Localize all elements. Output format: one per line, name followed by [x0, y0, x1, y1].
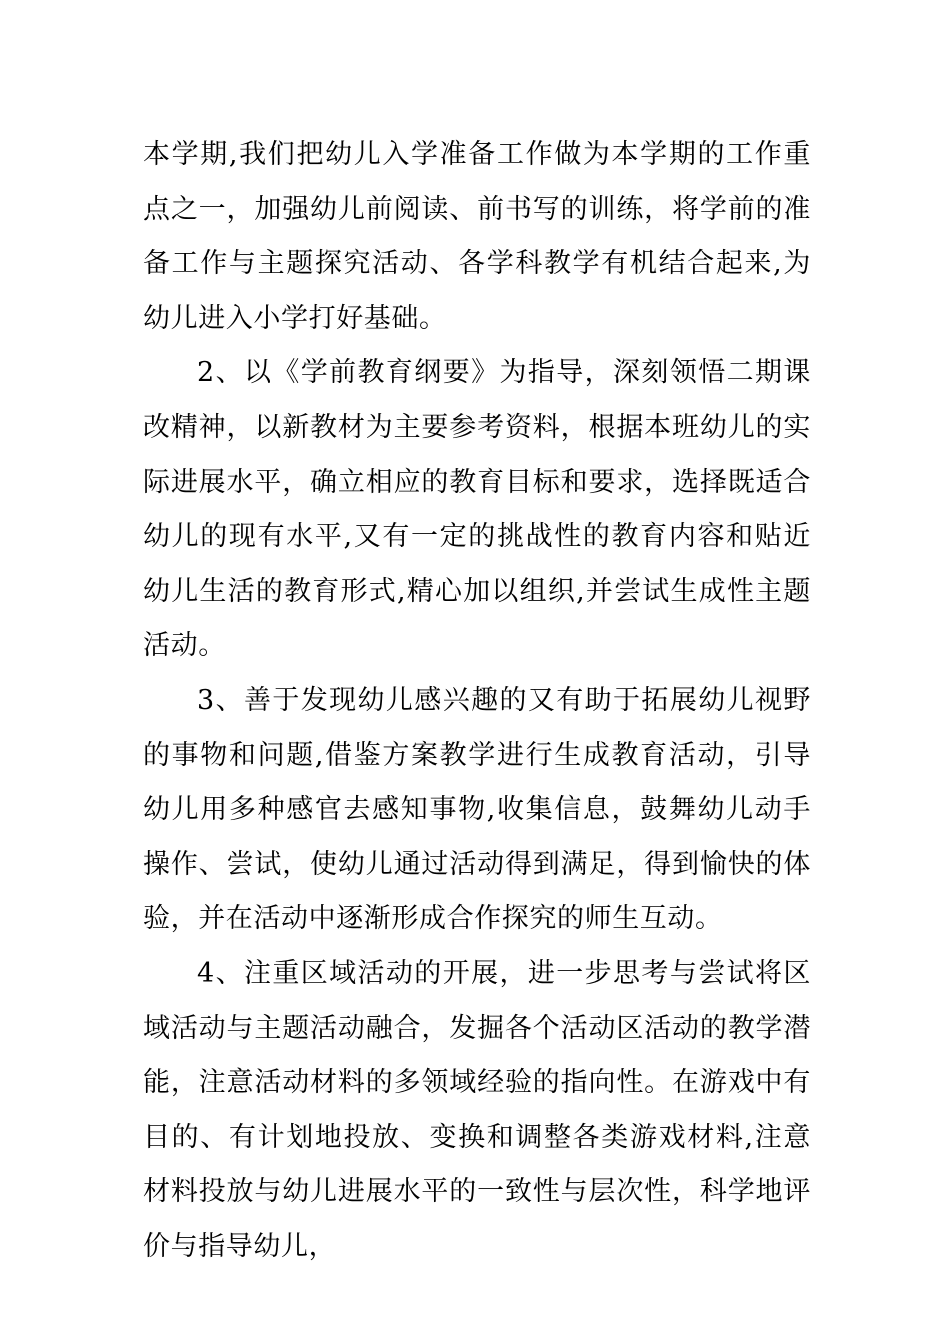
paragraph-3: 3、善于发现幼儿感兴趣的又有助于拓展幼儿视野的事物和问题,借鉴方案教学进行生成教育活动，引导幼儿用多种感官去感知事物,收集信息，鼓舞幼儿动手操作、尝试，使幼儿通过活动得到满足，得到愉快的体验，并在活动中逐渐形成合作探究的师生互动。: [143, 684, 811, 935]
paragraph-1: 本学期,我们把幼儿入学准备工作做为本学期的工作重点之一，加强幼儿前阅读、前书写的训练，将学前的准备工作与主题探究活动、各学科教学有机结合起来,为幼儿进入小学打好基础。: [143, 139, 811, 334]
document-body: [143, 128, 811, 1274]
paragraph-4: 4、注重区域活动的开展，进一步思考与尝试将区域活动与主题活动融合，发掘各个活动区活动的教学潜能，注意活动材料的多领域经验的指向性。在游戏中有目的、有计划地投放、变换和调整各类游戏材料,注意材料投放与幼儿进展水平的一致性与层次性，科学地评价与指导幼儿，: [143, 957, 811, 1262]
paragraph-2: 2、以《学前教育纲要》为指导，深刻领悟二期课改精神，以新教材为主要参考资料，根据本班幼儿的实际进展水平，确立相应的教育目标和要求，选择既适合幼儿的现有水平,又有一定的挑战性的教育内容和贴近幼儿生活的教育形式,精心加以组织,并尝试生成性主题活动。: [143, 357, 811, 662]
